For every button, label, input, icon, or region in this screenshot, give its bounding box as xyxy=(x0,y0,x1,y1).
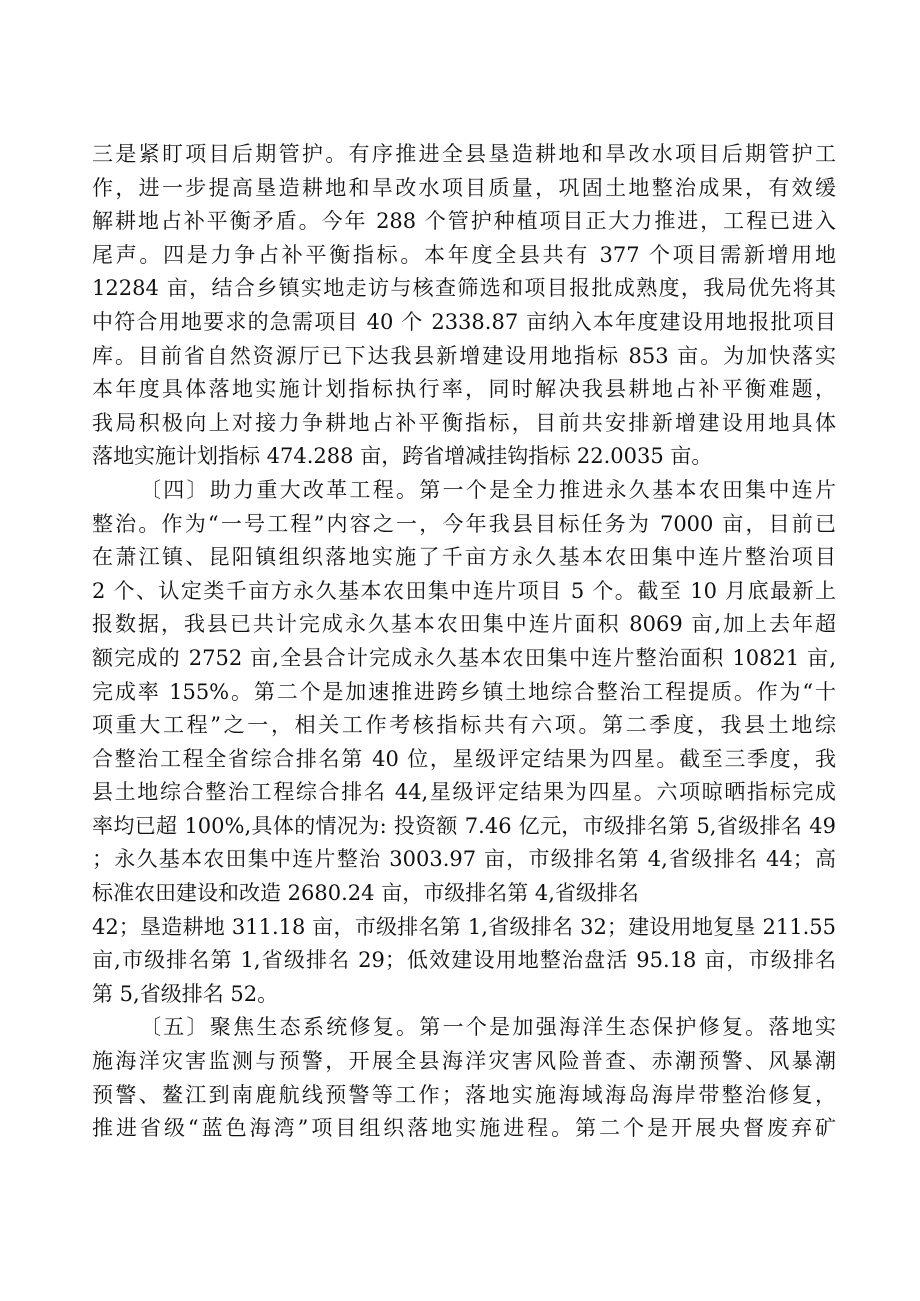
text-line: 施海洋灾害监测与预警，开展全县海洋灾害风险普查、赤潮预警、风暴潮 xyxy=(92,1049,836,1074)
text-line: 完成率 155%。第二个是加速推进跨乡镇土地综合整治工程提质。作为“十 xyxy=(92,679,836,704)
text-line: 县土地综合整治工程综合排名 44,星级评定结果为四星。六项晾晒指标完成 xyxy=(92,780,836,805)
text-line: 整治。作为“一号工程”内容之一，今年我县目标任务为 7000 亩，目前已 xyxy=(92,511,836,536)
text-line: 预警、鳌江到南鹿航线预警等工作；落地实施海域海岛海岸带整治修复， xyxy=(92,1082,836,1107)
text-line: 合整治工程全省综合排名第 40 位，星级评定结果为四星。截至三季度，我 xyxy=(92,746,836,771)
text-line: 报数据，我县已共计完成永久基本农田集中连片面积 8069 亩,加上去年超 xyxy=(92,612,836,637)
text-line: 项重大工程”之一，相关工作考核指标共有六项。第二季度，我县土地综 xyxy=(92,713,836,738)
text-line: 中符合用地要求的急需项目 40 个 2338.87 亩纳入本年度建设用地报批项目 xyxy=(92,309,836,334)
text-line: 42；垦造耕地 311.18 亩，市级排名第 1,省级排名 32；建设用地复垦 211.55 xyxy=(92,914,836,939)
section-heading-line: 〔五〕聚焦生态系统修复。第一个是加强海洋生态保护修复。落地实 xyxy=(140,1015,836,1040)
text-line: 我局积极向上对接力争耕地占补平衡指标，目前共安排新增建设用地具体 xyxy=(92,410,836,435)
paragraph-1 xyxy=(92,138,836,474)
paragraph-3 xyxy=(92,1011,836,1145)
text-line: 12284 亩，结合乡镇实地走访与核查筛选和项目报批成熟度，我局优先将其 xyxy=(92,276,836,301)
text-line: 2 个、认定类千亩方永久基本农田集中连片项目 5 个。截至 10 月底最新上 xyxy=(92,578,836,603)
text-line: 额完成的 2752 亩,全县合计完成永久基本农田集中连片整治面积 10821 亩, xyxy=(92,645,836,670)
section-heading-line: 〔四〕助力重大改革工程。第一个是全力推进永久基本农田集中连片 xyxy=(140,477,836,502)
text-line: 率均已超 100%,具体的情况为: 投资额 7.46 亿元，市级排名第 5,省级排名 49 xyxy=(92,813,836,838)
paragraph-2 xyxy=(92,474,836,1012)
text-line: 标准农田建设和改造 2680.24 亩，市级排名第 4,省级排名 xyxy=(92,881,639,906)
text-line: 解耕地占补平衡矛盾。今年 288 个管护种植项目正大力推进，工程已进入 xyxy=(92,209,836,234)
text-line: 本年度具体落地实施计划指标执行率，同时解决我县耕地占补平衡难题， xyxy=(92,377,836,402)
text-line: 作，进一步提高垦造耕地和旱改水项目质量，巩固土地整治成果，有效缓 xyxy=(92,175,836,200)
text-line: 第 5,省级排名 52。 xyxy=(92,981,279,1006)
text-line: 尾声。四是力争占补平衡指标。本年度全县共有 377 个项目需新增用地 xyxy=(92,242,836,267)
text-line: 亩,市级排名第 1,省级排名 29；低效建设用地整治盘活 95.18 亩，市级排名 xyxy=(92,948,836,973)
text-line: 落地实施计划指标 474.288 亩，跨省增减挂钩指标 22.0035 亩。 xyxy=(92,444,713,469)
text-line: ；永久基本农田集中连片整治 3003.97 亩，市级排名第 4,省级排名 44；高 xyxy=(92,847,836,872)
text-line: 库。目前省自然资源厅已下达我县新增建设用地指标 853 亩。为加快落实 xyxy=(92,343,836,368)
text-line: 推进省级“蓝色海湾”项目组织落地实施进程。第二个是开展央督废弃矿 xyxy=(92,1116,836,1141)
text-line: 在萧江镇、昆阳镇组织落地实施了千亩方永久基本农田集中连片整治项目 xyxy=(92,545,836,570)
document-body xyxy=(92,138,836,1146)
text-line: 三是紧盯项目后期管护。有序推进全县垦造耕地和旱改水项目后期管护工 xyxy=(92,142,836,166)
